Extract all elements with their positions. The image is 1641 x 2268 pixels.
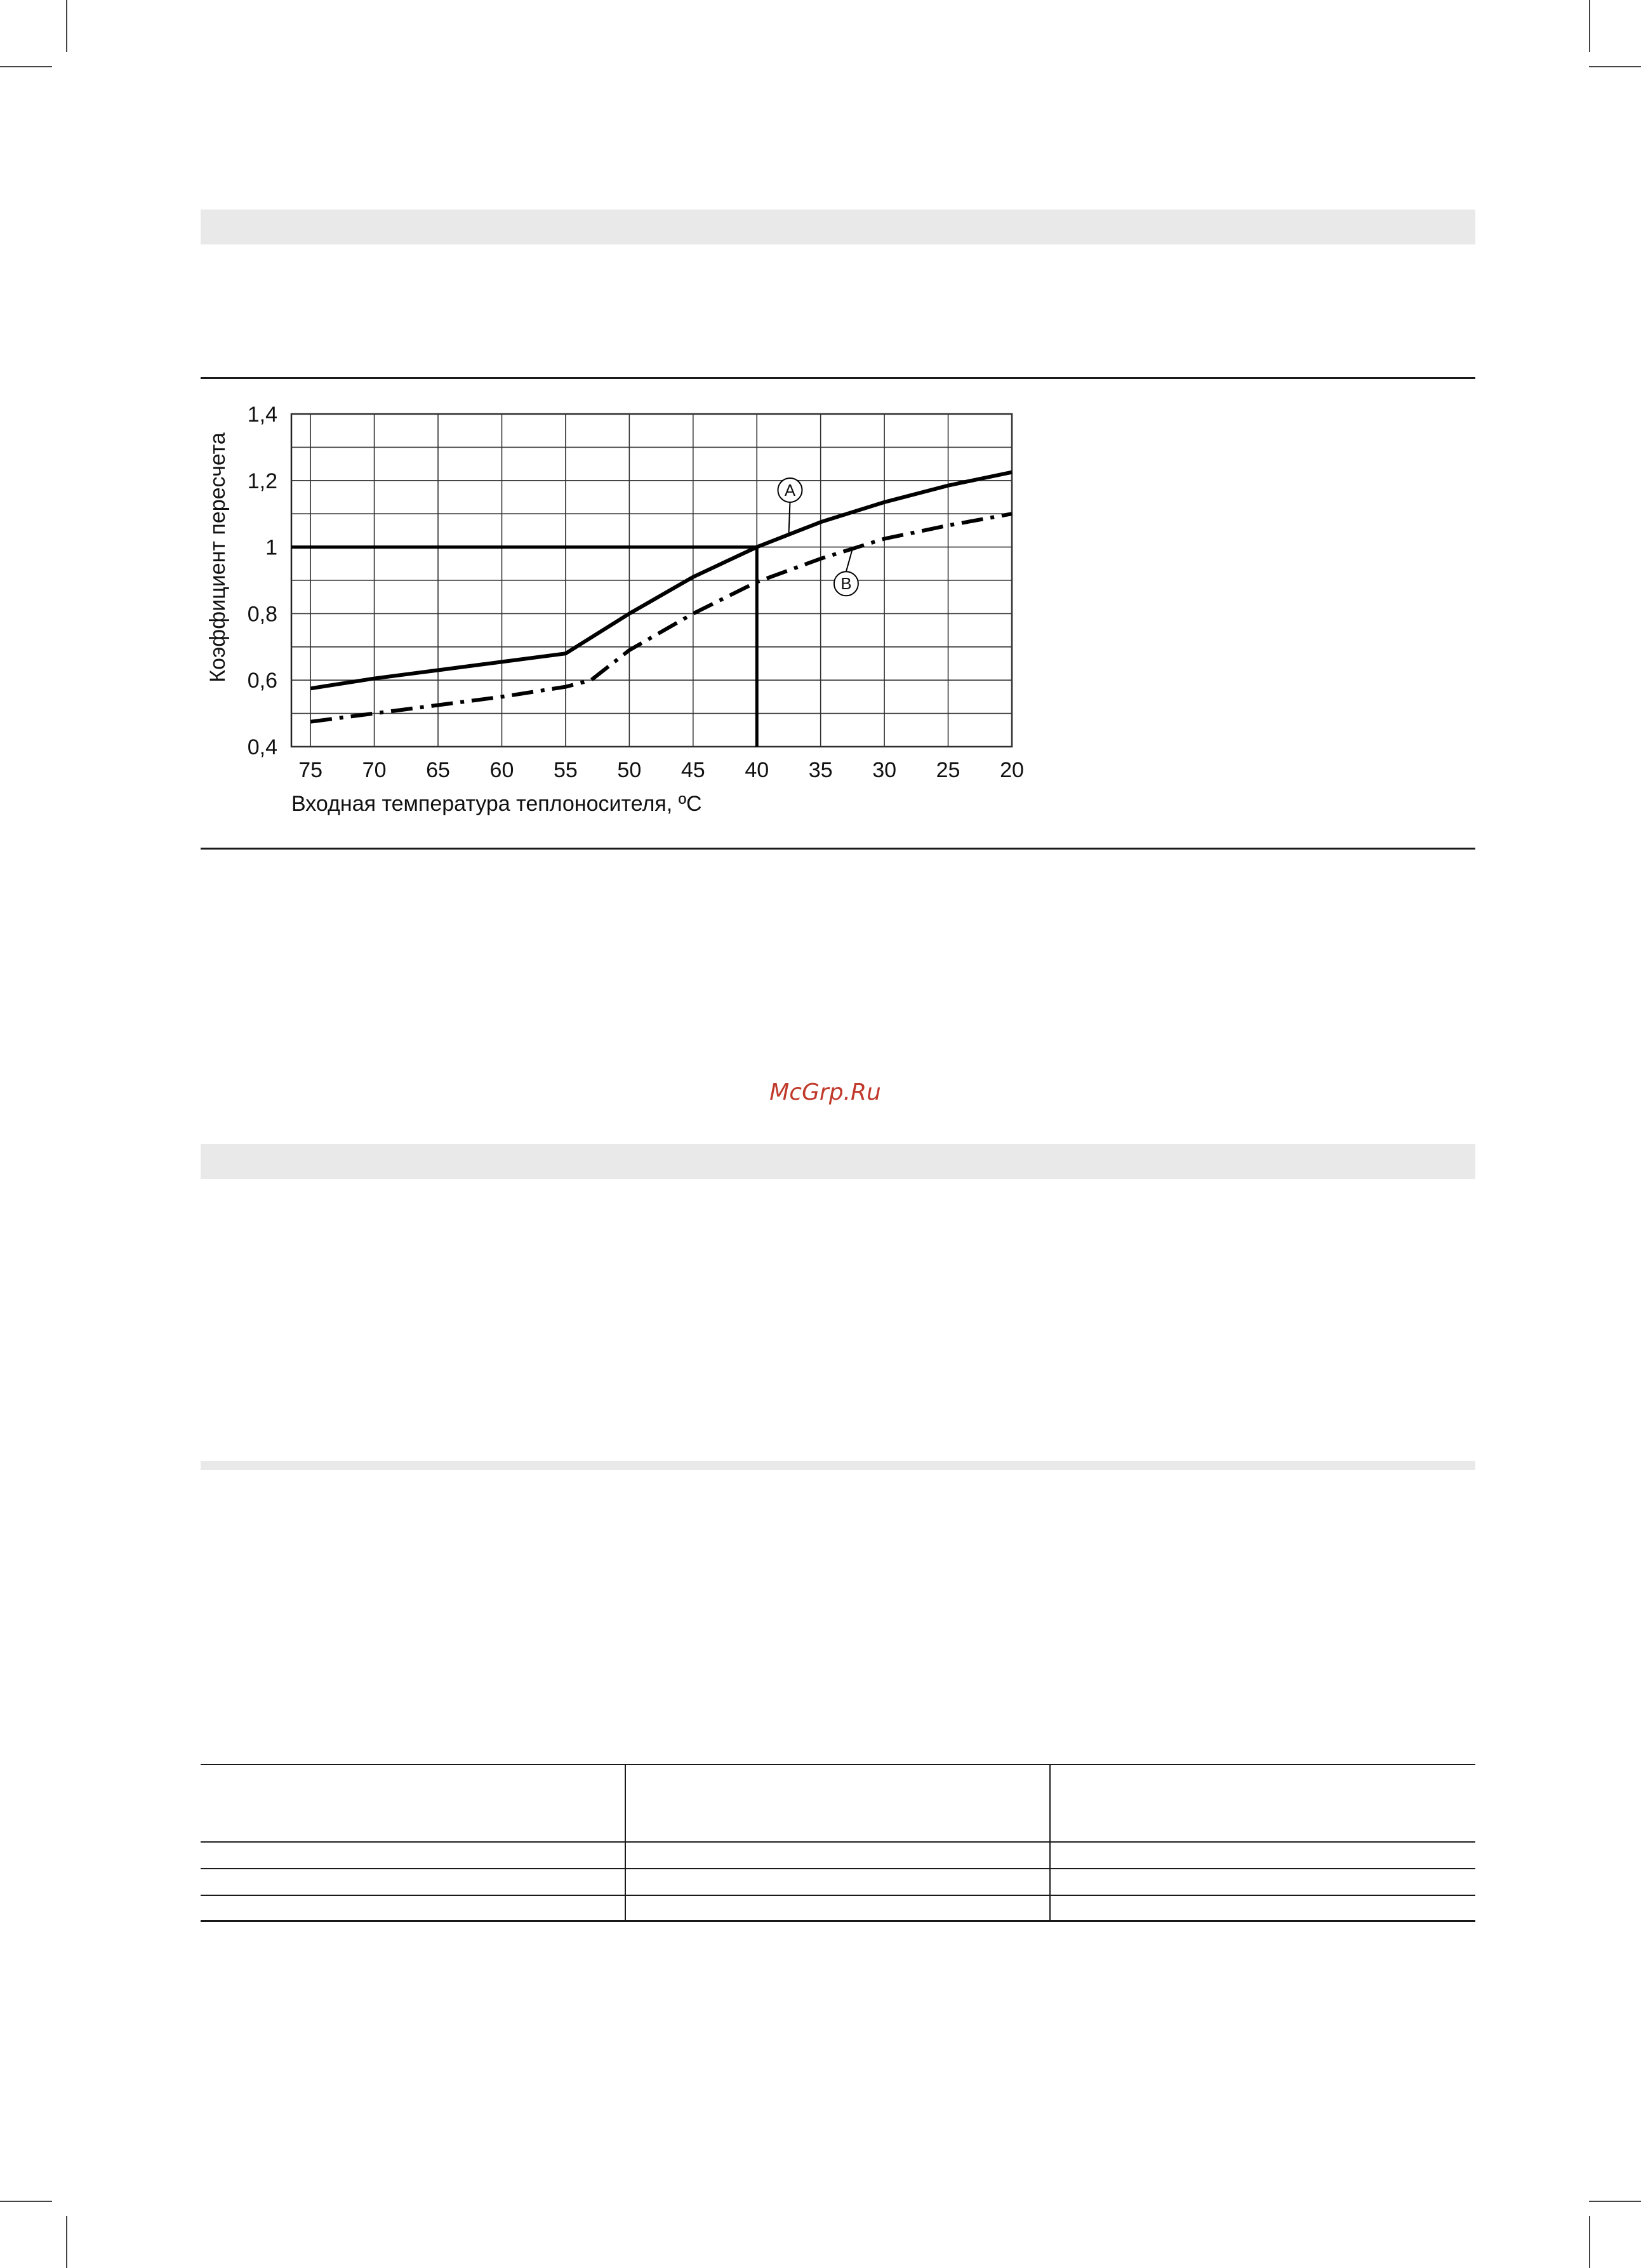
series-line-b [310,514,1012,721]
crop-mark [1589,2201,1641,2202]
conversion-factor-chart [201,394,1051,838]
watermark: McGrp.Ru [769,1079,881,1105]
table-column-divider [625,1764,626,1921]
callout-leader [788,502,790,535]
x-tick-label: 35 [808,758,833,782]
crop-mark [66,2216,67,2268]
table-row-rule [201,1841,1475,1843]
chart-series [310,472,1012,722]
table-column-divider [1049,1764,1051,1921]
x-tick-label: 75 [298,758,323,782]
figure-bottom-rule [201,848,1475,850]
table-bottom-rule [201,1920,1475,1922]
callout-label: A [784,480,796,500]
x-tick-label: 60 [489,758,514,782]
table-top-rule [201,1764,1475,1765]
y-tick-label: 1 [265,535,277,560]
y-tick-label: 1,2 [247,469,277,493]
table-row-rule [201,1868,1475,1869]
section-header-band [201,210,1475,244]
chart-grid [291,414,1012,747]
x-axis-label: Входная температура теплоносителя, ºC [291,792,702,816]
y-tick-label: 0,4 [247,735,277,759]
crop-mark [0,2201,52,2202]
callout-label: B [840,574,852,594]
crop-mark [1589,66,1641,67]
x-tick-label: 40 [745,758,769,782]
x-tick-label: 65 [426,758,450,782]
crop-mark [0,66,52,67]
y-axis-label: Коэффициент пересчета [206,432,230,683]
x-tick-label: 70 [362,758,387,782]
crop-mark [1589,2216,1590,2268]
figure-top-rule [201,377,1475,379]
x-tick-label: 50 [617,758,642,782]
x-tick-label: 25 [936,758,960,782]
x-tick-label: 20 [1000,758,1024,782]
chart-callouts [778,478,858,596]
y-tick-label: 0,8 [247,602,277,627]
x-tick-label: 55 [553,758,578,782]
y-tick-label: 1,4 [247,403,277,427]
section-header-band [201,1144,1475,1179]
y-tick-labels [248,403,277,759]
crop-mark [1589,0,1590,52]
x-tick-label: 30 [872,758,897,782]
y-tick-label: 0,6 [247,669,277,693]
x-tick-labels [298,758,1024,782]
crop-mark [66,0,67,52]
x-tick-label: 45 [681,758,705,782]
section-header-band-thin [201,1461,1475,1470]
table-row-rule [201,1895,1475,1896]
